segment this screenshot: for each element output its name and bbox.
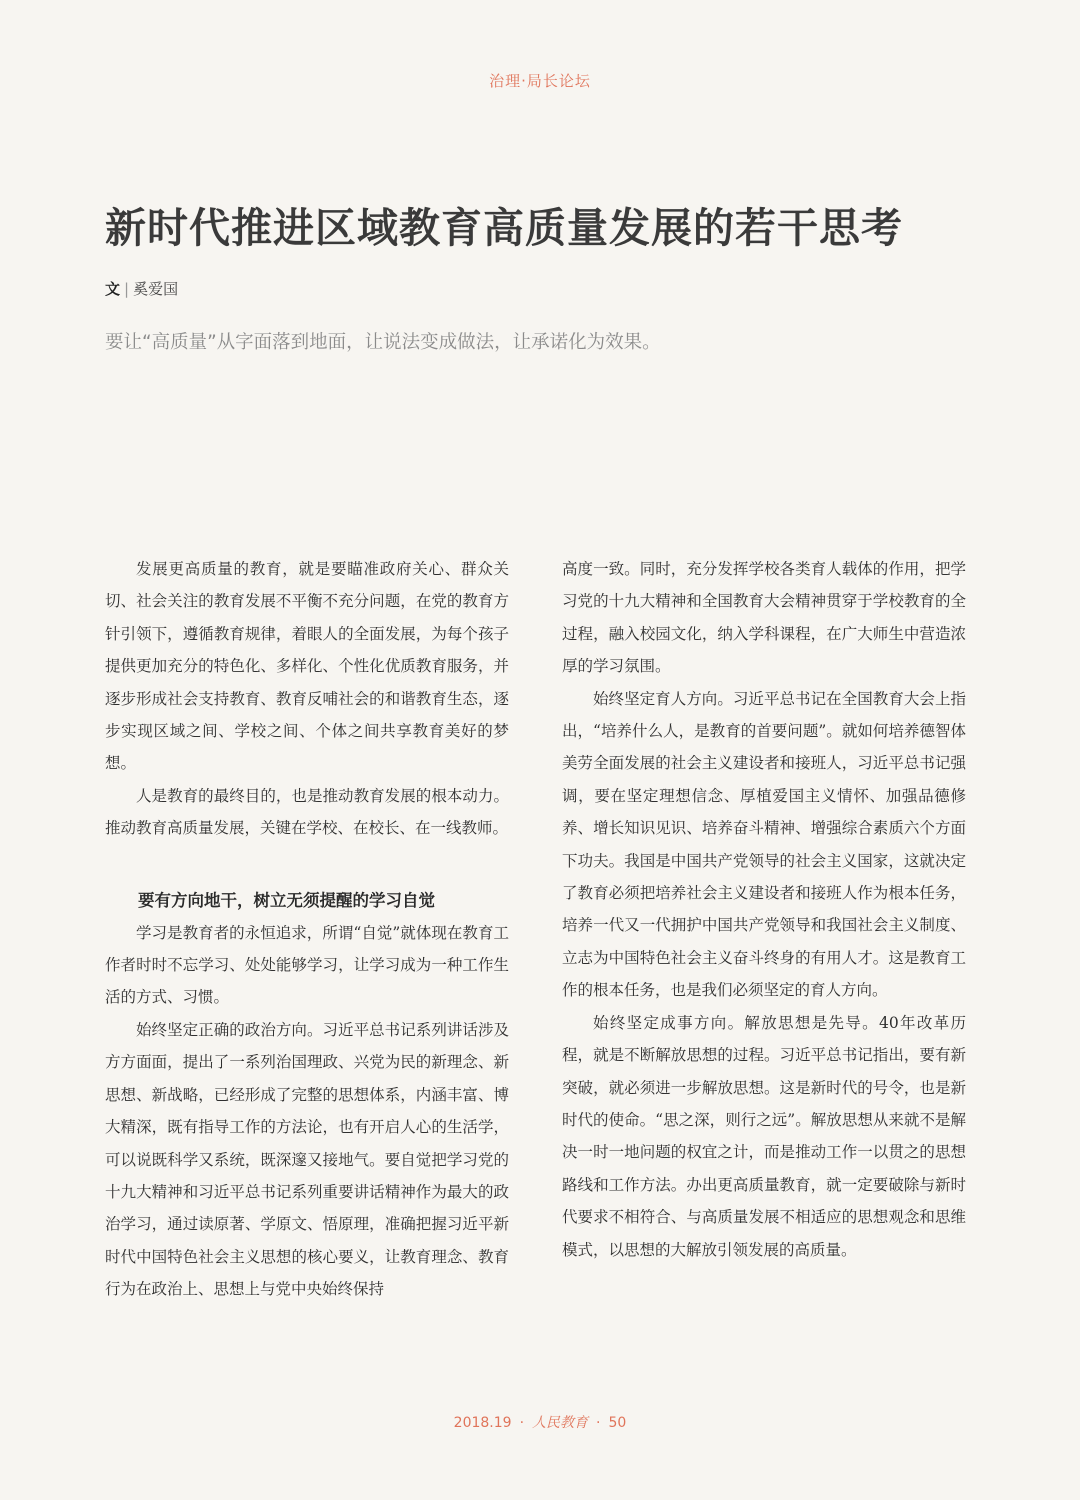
paragraph: 人是教育的最终目的，也是推动教育发展的根本动力。推动教育高质量发展，关键在学校、在校长、在一线教师。: [105, 786, 509, 838]
paragraph: 发展更高质量的教育，就是要瞄准政府关心、群众关切、社会关注的教育发展不平衡不充分问题，在党的教育方针引领下，遵循教育规律，着眼人的全面发展，为每个孩子提供更加充分的特色化、多样化、个性化优质教育服务，并逐步形成社会支持教育、教育反哺社会的和谐教育生态，逐步实现区域之间、学校之间、个体之间共享教育美好的梦想。: [105, 560, 509, 773]
article-title: 新时代推进区域教育高质量发展的若干思考: [105, 204, 903, 252]
byline: [105, 278, 178, 299]
section-heading: 要有方向地干，树立无须提醒的学习自觉: [138, 890, 435, 910]
left-column: [105, 553, 509, 1306]
paragraph-continued: 高度一致。同时，充分发挥学校各类育人载体的作用，把学习党的十九大精神和全国教育大会精神贯穿于学校教育的全过程，融入校园文化，纳入学科课程，在广大师生中营造浓厚的学习氛围。: [562, 560, 966, 676]
paragraph: 始终坚定正确的政治方向。习近平总书记系列讲话涉及方方面面，提出了一系列治国理政、兴党为民的新理念、新思想、新战略，已经形成了完整的思想体系，内涵丰富、博大精深，既有指导工作的方法论，也有开启人心的生活学，可以说既科学又系统，既深邃又接地气。要自觉把学习党的十九大精神和习近平总书记系列重要讲话精神作为最大的政治学习，通过读原著、学原文、悟原理，准确把握习近平新时代中国特色社会主义思想的核心要义，让教育理念、教育行为在政治上、思想上与党中央始终保持: [105, 1020, 509, 1299]
article-lead: 要让“高质量”从字面落到地面，让说法变成做法，让承诺化为效果。: [105, 332, 661, 353]
page-number: 50: [608, 1415, 627, 1431]
magazine-name: 人民教育: [532, 1415, 589, 1431]
issue-number: 2018.19: [453, 1415, 512, 1431]
byline-prefix: 文: [105, 280, 121, 298]
paragraph: 始终坚定成事方向。解放思想是先导。40年改革历程，就是不断解放思想的过程。习近平总书记指出，要有新突破，就必须进一步解放思想。这是新时代的号令，也是新时代的使命。“思之深，则行之远”。解放思想从来就不是解决一时一地问题的权宜之计，而是推动工作一以贯之的思想路线和工作方法。办出更高质量教育，就一定要破除与新时代要求不相符合、与高质量发展不相适应的思想观念和思维模式，以思想的大解放引领发展的高质量。: [562, 1013, 966, 1259]
byline-separator: |: [124, 280, 130, 298]
right-column: [562, 553, 966, 1266]
paragraph: 学习是教育者的永恒追求，所谓“自觉”就体现在教育工作者时时不忘学习、处处能够学习，让学习成为一种工作生活的方式、习惯。: [105, 923, 509, 1007]
page-footer: 2018.19 · 人民教育 · 50: [453, 1415, 627, 1431]
author-name: 奚爱国: [133, 280, 179, 298]
paragraph: 始终坚定育人方向。习近平总书记在全国教育大会上指出，“培养什么人，是教育的首要问题”。就如何培养德智体美劳全面发展的社会主义建设者和接班人，习近平总书记强调，要在坚定理想信念、厚植爱国主义情怀、加强品德修养、增长知识见识、培养奋斗精神、增强综合素质六个方面下功夫。我国是中国共产党领导的社会主义国家，这就决定了教育必须把培养社会主义建设者和接班人作为根本任务，培养一代又一代拥护中国共产党领导和我国社会主义制度、立志为中国特色社会主义奋斗终身的有用人才。这是教育工作的根本任务，也是我们必须坚定的育人方向。: [562, 689, 966, 1000]
section-label: 治理·局长论坛: [489, 72, 591, 90]
